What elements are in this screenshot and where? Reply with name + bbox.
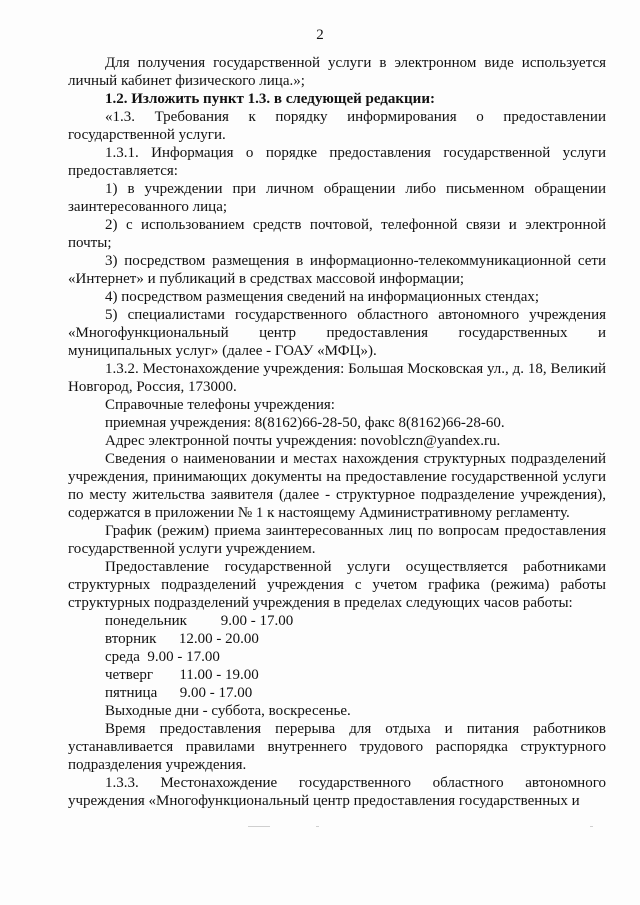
paragraph: «1.3. Требования к порядку информирования о предоставлении государственной услуги. [68, 109, 606, 143]
list-item: 3) посредством размещения в информационно-телекоммуникационной сети «Интернет» и публикаций в средствах массовой информации; [68, 253, 606, 287]
schedule-day: вторник [105, 631, 157, 647]
paragraph: Сведения о наименовании и местах нахождения структурных подразделений учреждения, принимающих документы на предоставление государственной услуги по месту жительства заявителя (далее - структурное подразделение учреждения), содержатся в приложении № 1 к настоящему Административному регламенту. [68, 451, 606, 521]
paragraph: График (режим) приема заинтересованных лиц по вопросам предоставления государственной услуги учреждением. [68, 523, 606, 557]
list-item: 2) с использованием средств почтовой, телефонной связи и электронной почты; [68, 217, 606, 251]
paragraph: Предоставление государственной услуги осуществляется работниками структурных подразделений учреждения с учетом графика (режима) работы структурных подразделений учреждения в пределах следующих часов работы: [68, 559, 606, 611]
paragraph: Выходные дни - суббота, воскресенье. [105, 703, 351, 719]
paragraph: Для получения государственной услуги в электронном виде используется личный кабинет физического лица.»; [68, 55, 606, 89]
paragraph: 1.3.1. Информация о порядке предоставления государственной услуги предоставляется: [68, 145, 606, 179]
paragraph: 1.3.3. Местонахождение государственного областного автономного учреждения «Многофункциональный центр предоставления государственных и [68, 775, 606, 809]
scan-artifact [248, 826, 270, 827]
schedule-row [105, 648, 606, 666]
page-number: 2 [316, 27, 324, 43]
list-item: 4) посредством размещения сведений на информационных стендах; [105, 289, 540, 305]
schedule-day: пятница [105, 685, 158, 701]
schedule-hours: 9.00 - 17.00 [220, 613, 294, 629]
schedule-hours: 11.00 - 19.00 [179, 667, 259, 683]
schedule-day: понедельник [105, 613, 187, 629]
section-heading: 1.2. Изложить пункт 1.3. в следующей редакции: [105, 91, 435, 107]
schedule-day: среда [105, 649, 140, 665]
schedule-row [105, 630, 606, 648]
list-item: 5) специалистами государственного областного автономного учреждения «Многофункциональный центр предоставления государственных и муниципальных услуг» (далее - ГОАУ «МФЦ»). [68, 307, 606, 359]
document-body [68, 54, 606, 810]
paragraph: Адрес электронной почты учреждения: novoblczn@yandex.ru. [105, 433, 501, 449]
schedule-hours: 9.00 - 17.00 [179, 685, 253, 701]
paragraph: Время предоставления перерыва для отдыха и питания работников устанавливается правилами внутреннего трудового распорядка структурного подразделения учреждения. [68, 721, 606, 773]
paragraph: 1.3.2. Местонахождение учреждения: Большая Московская ул., д. 18, Великий Новгород, Россия, 173000. [68, 361, 606, 395]
work-schedule [68, 612, 606, 702]
schedule-row [105, 684, 606, 702]
list-item: 1) в учреждении при личном обращении либо письменном обращении заинтересованного лица; [68, 181, 606, 215]
paragraph: приемная учреждения: 8(8162)66-28-50, факс 8(8162)66-28-60. [105, 415, 505, 431]
paragraph: Справочные телефоны учреждения: [105, 397, 335, 413]
scan-artifact [316, 826, 319, 827]
scan-artifact [590, 826, 593, 827]
schedule-day: четверг [105, 667, 154, 683]
schedule-hours: 9.00 - 17.00 [147, 649, 220, 665]
schedule-hours: 12.00 - 20.00 [178, 631, 259, 647]
schedule-row [105, 612, 606, 630]
schedule-row [105, 666, 606, 684]
